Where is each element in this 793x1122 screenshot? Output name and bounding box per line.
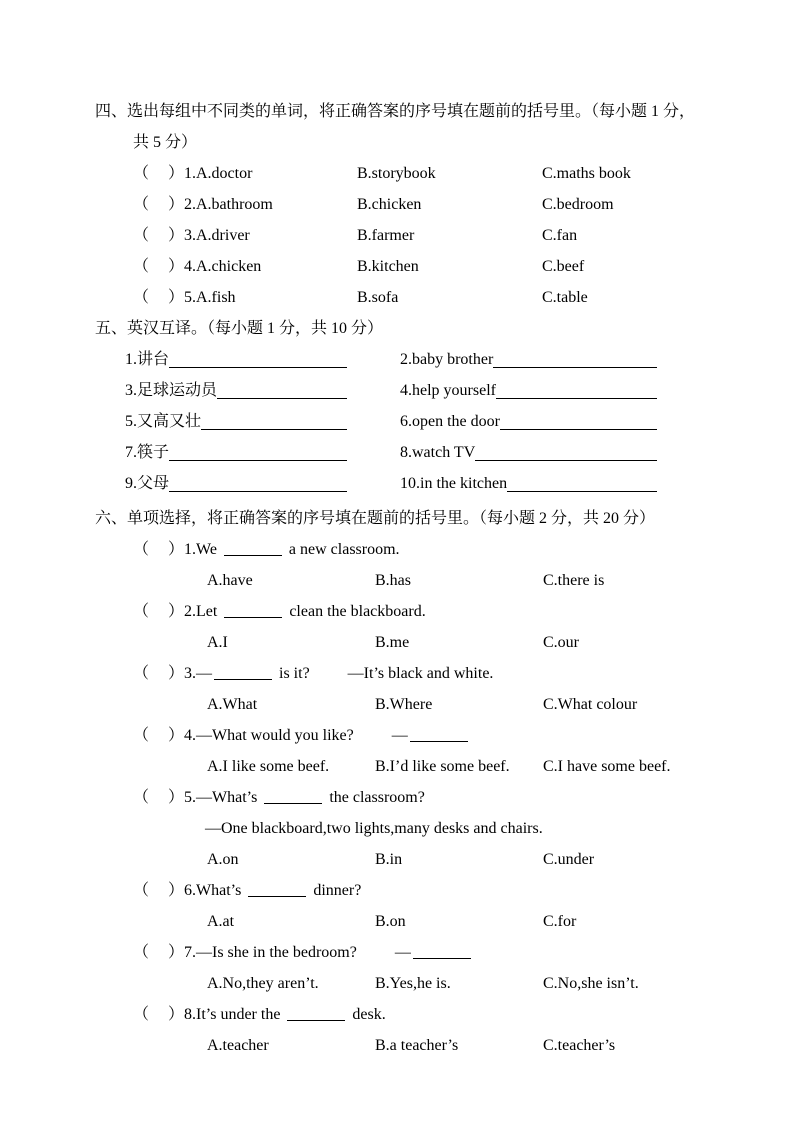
question-row bbox=[0, 782, 793, 813]
option-b: B.sofa bbox=[357, 289, 399, 306]
section-four bbox=[0, 96, 793, 313]
answer-blank-line bbox=[500, 406, 657, 437]
answer-blank-line bbox=[169, 468, 347, 499]
answer-bracket bbox=[133, 534, 184, 565]
answer-blank bbox=[410, 721, 468, 742]
word-group-row bbox=[0, 220, 793, 251]
word-group-row bbox=[0, 158, 793, 189]
answer-blank-line bbox=[169, 437, 347, 468]
answer-bracket bbox=[133, 720, 184, 751]
bracket-open: （ bbox=[133, 1006, 150, 1023]
option-a: A.on bbox=[207, 851, 239, 868]
translation-item bbox=[125, 375, 347, 406]
bracket-open: （ bbox=[133, 258, 150, 275]
answer-blank-line bbox=[475, 437, 657, 468]
question-lead: 4.—What would you like? bbox=[184, 727, 354, 744]
option-a: A.No,they aren’t. bbox=[207, 975, 319, 992]
bracket-close: ） bbox=[167, 665, 184, 682]
translation-item bbox=[125, 344, 347, 375]
answer-blank bbox=[287, 1000, 345, 1021]
translation-item bbox=[400, 437, 657, 468]
word-group-row bbox=[0, 189, 793, 220]
translation-item bbox=[400, 344, 657, 375]
option-c: C.table bbox=[542, 289, 588, 306]
question-row bbox=[0, 937, 793, 968]
question-lead: 8.It’s under the bbox=[184, 1006, 281, 1023]
answer-bracket bbox=[133, 596, 184, 627]
bracket-close: ） bbox=[167, 944, 184, 961]
option-c: C.our bbox=[543, 634, 579, 651]
answer-bracket bbox=[133, 158, 184, 189]
option-c: C.What colour bbox=[543, 696, 638, 713]
question-options bbox=[0, 689, 793, 720]
bracket-open: （ bbox=[133, 789, 150, 806]
question-row bbox=[0, 875, 793, 906]
bracket-close: ） bbox=[167, 1006, 184, 1023]
option-b: B.a teacher’s bbox=[375, 1037, 459, 1054]
answer-blank bbox=[214, 659, 272, 680]
question-options bbox=[0, 906, 793, 937]
option-c: C.bedroom bbox=[542, 196, 614, 213]
option-c: C.maths book bbox=[542, 165, 631, 182]
option-a: A.What bbox=[207, 696, 258, 713]
option-a: 1.A.doctor bbox=[184, 165, 253, 182]
bracket-open: （ bbox=[133, 603, 150, 620]
translation-label: 8.watch TV bbox=[400, 444, 476, 461]
question-row bbox=[0, 534, 793, 565]
answer-blank bbox=[224, 535, 282, 556]
translation-label: 10.in the kitchen bbox=[400, 475, 508, 492]
bracket-close: ） bbox=[167, 196, 184, 213]
answer-blank bbox=[224, 597, 282, 618]
translation-label: 9.父母 bbox=[125, 475, 170, 492]
question-lead: 2.Let bbox=[184, 603, 218, 620]
translation-label: 3.足球运动员 bbox=[125, 382, 218, 399]
reply-dash: — bbox=[394, 944, 411, 961]
answer-bracket bbox=[133, 189, 184, 220]
option-c: C.No,she isn’t. bbox=[543, 975, 639, 992]
option-a: A.teacher bbox=[207, 1037, 269, 1054]
answer-bracket bbox=[133, 937, 184, 968]
bracket-open: （ bbox=[133, 727, 150, 744]
question-tail: clean the blackboard. bbox=[289, 603, 426, 620]
bracket-open: （ bbox=[133, 882, 150, 899]
reply-dash: — bbox=[391, 727, 408, 744]
bracket-open: （ bbox=[133, 196, 150, 213]
option-a: A.I bbox=[207, 634, 228, 651]
option-a: A.have bbox=[207, 572, 253, 589]
section-six bbox=[0, 503, 793, 1061]
answer-blank-line bbox=[169, 344, 347, 375]
question-lead: 3.— bbox=[184, 665, 212, 682]
option-c: C.under bbox=[543, 851, 595, 868]
option-a: 3.A.driver bbox=[184, 227, 250, 244]
section-five-heading: 五、英汉互译。（每小题 1 分，共 10 分） bbox=[95, 320, 384, 337]
word-group-row bbox=[0, 251, 793, 282]
option-b: B.chicken bbox=[357, 196, 422, 213]
option-b: B.storybook bbox=[357, 165, 436, 182]
option-b: B.in bbox=[375, 851, 403, 868]
question-options bbox=[0, 1030, 793, 1061]
option-a: A.at bbox=[207, 913, 235, 930]
question-options bbox=[0, 844, 793, 875]
translation-item bbox=[400, 468, 657, 499]
question-tail: is it? bbox=[279, 665, 310, 682]
question-row bbox=[0, 658, 793, 689]
answer-blank bbox=[413, 938, 471, 959]
answer-blank-line bbox=[507, 468, 657, 499]
section-six-heading: 六、单项选择，将正确答案的序号填在题前的括号里。（每小题 2 分，共 20 分） bbox=[95, 510, 656, 527]
bracket-close: ） bbox=[167, 789, 184, 806]
translation-row bbox=[0, 344, 793, 375]
option-a: 5.A.fish bbox=[184, 289, 236, 306]
translation-label: 2.baby brother bbox=[400, 351, 494, 368]
question-tail: dinner? bbox=[313, 882, 362, 899]
option-c: C.beef bbox=[542, 258, 585, 275]
answer-bracket bbox=[133, 282, 184, 313]
question-answer-line: —One blackboard,two lights,many desks and chairs. bbox=[205, 820, 543, 837]
bracket-open: （ bbox=[133, 165, 150, 182]
translation-label: 4.help yourself bbox=[400, 382, 496, 399]
translation-row bbox=[0, 375, 793, 406]
bracket-close: ） bbox=[167, 258, 184, 275]
answer-bracket bbox=[133, 251, 184, 282]
translation-label: 1.讲台 bbox=[125, 351, 170, 368]
answer-blank-line bbox=[496, 375, 657, 406]
bracket-close: ） bbox=[167, 727, 184, 744]
bracket-close: ） bbox=[167, 165, 184, 182]
bracket-open: （ bbox=[133, 944, 150, 961]
question-lead: 6.What’s bbox=[184, 882, 242, 899]
section-five bbox=[0, 313, 793, 499]
answer-bracket bbox=[133, 999, 184, 1030]
option-b: B.me bbox=[375, 634, 410, 651]
bracket-open: （ bbox=[133, 541, 150, 558]
option-b: B.I’d like some beef. bbox=[375, 758, 510, 775]
option-b: B.Where bbox=[375, 696, 433, 713]
answer-blank-line bbox=[217, 375, 347, 406]
bracket-close: ） bbox=[167, 882, 184, 899]
option-c: C.there is bbox=[543, 572, 605, 589]
option-c: C.teacher’s bbox=[543, 1037, 616, 1054]
answer-blank-line bbox=[201, 406, 347, 437]
question-options bbox=[0, 565, 793, 596]
option-b: B.farmer bbox=[357, 227, 415, 244]
answer-bracket bbox=[133, 875, 184, 906]
answer-blank bbox=[248, 876, 306, 897]
option-a: A.I like some beef. bbox=[207, 758, 330, 775]
question-lead: 1.We bbox=[184, 541, 217, 558]
option-c: C.I have some beef. bbox=[543, 758, 671, 775]
option-c: C.for bbox=[543, 913, 577, 930]
option-c: C.fan bbox=[542, 227, 578, 244]
question-row bbox=[0, 596, 793, 627]
option-a: 2.A.bathroom bbox=[184, 196, 273, 213]
answer-blank-line bbox=[493, 344, 657, 375]
translation-item bbox=[400, 406, 657, 437]
section-four-heading-line1: 四、选出每组中不同类的单词，将正确答案的序号填在题前的括号里。（每小题 1 分， bbox=[95, 103, 696, 120]
question-tail: a new classroom. bbox=[288, 541, 400, 558]
option-a: 4.A.chicken bbox=[184, 258, 262, 275]
question-tail: the classroom? bbox=[329, 789, 425, 806]
bracket-close: ） bbox=[167, 227, 184, 244]
translation-item bbox=[125, 437, 347, 468]
translation-label: 7.筷子 bbox=[125, 444, 170, 461]
bracket-open: （ bbox=[133, 665, 150, 682]
question-row bbox=[0, 720, 793, 751]
question-options bbox=[0, 968, 793, 999]
word-group-row bbox=[0, 282, 793, 313]
answer-bracket bbox=[133, 658, 184, 689]
question-row bbox=[0, 999, 793, 1030]
option-b: B.has bbox=[375, 572, 411, 589]
question-lead: 5.—What’s bbox=[184, 789, 258, 806]
answer-bracket bbox=[133, 220, 184, 251]
bracket-close: ） bbox=[167, 289, 184, 306]
translation-row bbox=[0, 437, 793, 468]
question-reply: —It’s black and white. bbox=[347, 665, 494, 682]
option-b: B.on bbox=[375, 913, 406, 930]
translation-item bbox=[125, 468, 347, 499]
question-options bbox=[0, 627, 793, 658]
question-options bbox=[0, 751, 793, 782]
question-tail: desk. bbox=[352, 1006, 386, 1023]
option-b: B.kitchen bbox=[357, 258, 419, 275]
answer-bracket bbox=[133, 782, 184, 813]
translation-label: 5.又高又壮 bbox=[125, 413, 202, 430]
section-four-heading-line2: 共 5 分） bbox=[133, 134, 198, 151]
bracket-close: ） bbox=[167, 603, 184, 620]
translation-row bbox=[0, 468, 793, 499]
bracket-close: ） bbox=[167, 541, 184, 558]
translation-label: 6.open the door bbox=[400, 413, 500, 430]
translation-item bbox=[400, 375, 657, 406]
bracket-open: （ bbox=[133, 289, 150, 306]
option-b: B.Yes,he is. bbox=[375, 975, 451, 992]
translation-row bbox=[0, 406, 793, 437]
bracket-open: （ bbox=[133, 227, 150, 244]
answer-blank bbox=[264, 783, 322, 804]
question-lead: 7.—Is she in the bedroom? bbox=[184, 944, 357, 961]
translation-item bbox=[125, 406, 347, 437]
